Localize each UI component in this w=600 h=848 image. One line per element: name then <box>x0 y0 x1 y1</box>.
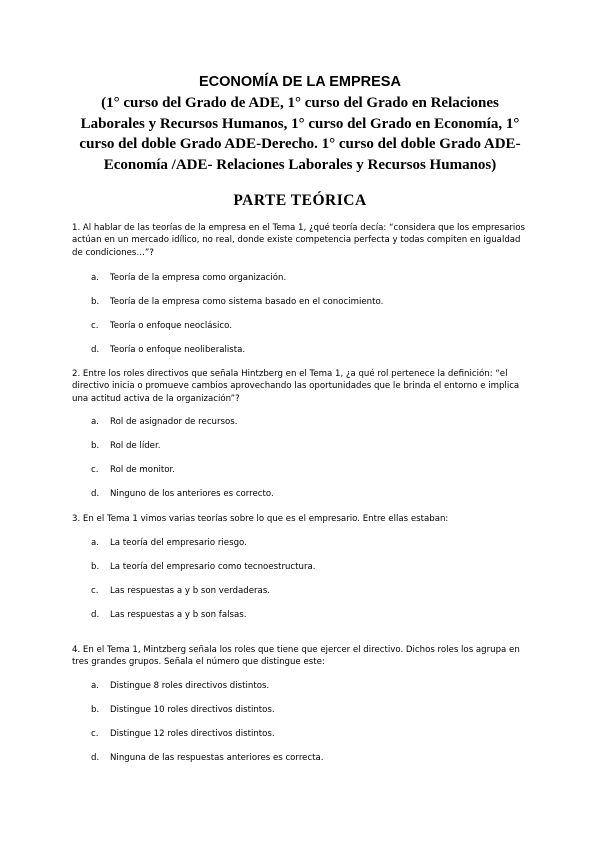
question-4-option-d <box>91 752 511 764</box>
question-1-option-a <box>91 272 511 284</box>
question-2-option-d <box>91 488 511 500</box>
option-letter: b. <box>91 297 100 307</box>
option-text: Ninguno de los anteriores es correcto. <box>110 489 274 499</box>
option-letter: b. <box>91 562 100 572</box>
option-letter: b. <box>91 441 100 451</box>
option-text: Teoría de la empresa como organización. <box>110 273 287 283</box>
question-3-option-b <box>91 561 511 573</box>
option-text: Teoría o enfoque neoclásico. <box>110 321 232 331</box>
document-subtitle: (1° curso del Grado de ADE, 1° curso del Grado en Relaciones Laborales y Recursos Humanos, 1° curso del Grado en Economía, 1° curso del doble Grado ADE-Derecho. 1° curso del doble Grado ADE-Economía /ADE- Relaciones Laborales y Recursos Humanos) <box>79 95 521 173</box>
option-letter: c. <box>91 465 99 475</box>
question-1-option-b <box>91 296 511 308</box>
question-4-option-a <box>91 680 511 692</box>
question-3-option-a <box>91 537 511 549</box>
option-text: Las respuestas a y b son falsas. <box>110 610 247 620</box>
option-text: Rol de líder. <box>110 441 161 451</box>
question-3-option-d <box>91 609 511 621</box>
option-text: Rol de monitor. <box>110 465 176 475</box>
question-2-option-a <box>91 416 511 428</box>
question-4-text: 4. En el Tema 1, Mintzberg señala los roles que tiene que ejercer el directivo. Dichos roles los agrupa en tres grandes grupos. Señala el número que distingue este: <box>72 645 520 668</box>
question-1-text: 1. Al hablar de las teorías de la empresa en el Tema 1, ¿qué teoría decía: “considera que los empresarios actúan en un mercado idílico, no real, donde existe competencia perfecta y todas compiten en igualdad de condiciones…”? <box>72 223 525 258</box>
option-letter: c. <box>91 586 99 596</box>
option-text: Distingue 10 roles directivos distintos. <box>110 705 275 715</box>
option-letter: a. <box>91 681 99 691</box>
option-text: Ninguna de las respuestas anteriores es correcta. <box>110 753 324 763</box>
question-2-text: 2. Entre los roles directivos que señala Hintzberg en el Tema 1, ¿a qué rol pertenece la definición: “el directivo inicia o promueve cambios aprovechando las oportunidades que le brinda el entorno e implica una actitud activa de la organización”? <box>72 369 520 404</box>
question-1-option-c <box>91 320 511 332</box>
question-4-option-b <box>91 704 511 716</box>
option-letter: d. <box>91 345 100 355</box>
option-letter: d. <box>91 489 100 499</box>
question-1-option-d <box>91 344 511 356</box>
question-2-option-c <box>91 464 511 476</box>
question-3-option-c <box>91 585 511 597</box>
option-letter: a. <box>91 538 99 548</box>
section-title: PARTE TEÓRICA <box>233 192 367 209</box>
option-letter: b. <box>91 705 100 715</box>
option-letter: d. <box>91 610 100 620</box>
question-2-option-b <box>91 440 511 452</box>
option-text: La teoría del empresario riesgo. <box>110 538 247 548</box>
option-text: Distingue 12 roles directivos distintos. <box>110 729 275 739</box>
option-letter: c. <box>91 321 99 331</box>
question-3-text: 3. En el Tema 1 vimos varias teorías sobre lo que es el empresario. Entre ellas estaban: <box>72 514 449 524</box>
option-text: Teoría o enfoque neoliberalista. <box>110 345 246 355</box>
option-letter: c. <box>91 729 99 739</box>
option-text: Teoría de la empresa como sistema basado en el conocimiento. <box>110 297 384 307</box>
option-letter: a. <box>91 273 99 283</box>
document-title: ECONOMÍA DE LA EMPRESA <box>199 74 401 90</box>
option-text: Las respuestas a y b son verdaderas. <box>110 586 271 596</box>
option-letter: a. <box>91 417 99 427</box>
option-text: Rol de asignador de recursos. <box>110 417 238 427</box>
option-text: La teoría del empresario como tecnoestructura. <box>110 562 316 572</box>
option-letter: d. <box>91 753 100 763</box>
question-4-option-c <box>91 728 511 740</box>
option-text: Distingue 8 roles directivos distintos. <box>110 681 270 691</box>
